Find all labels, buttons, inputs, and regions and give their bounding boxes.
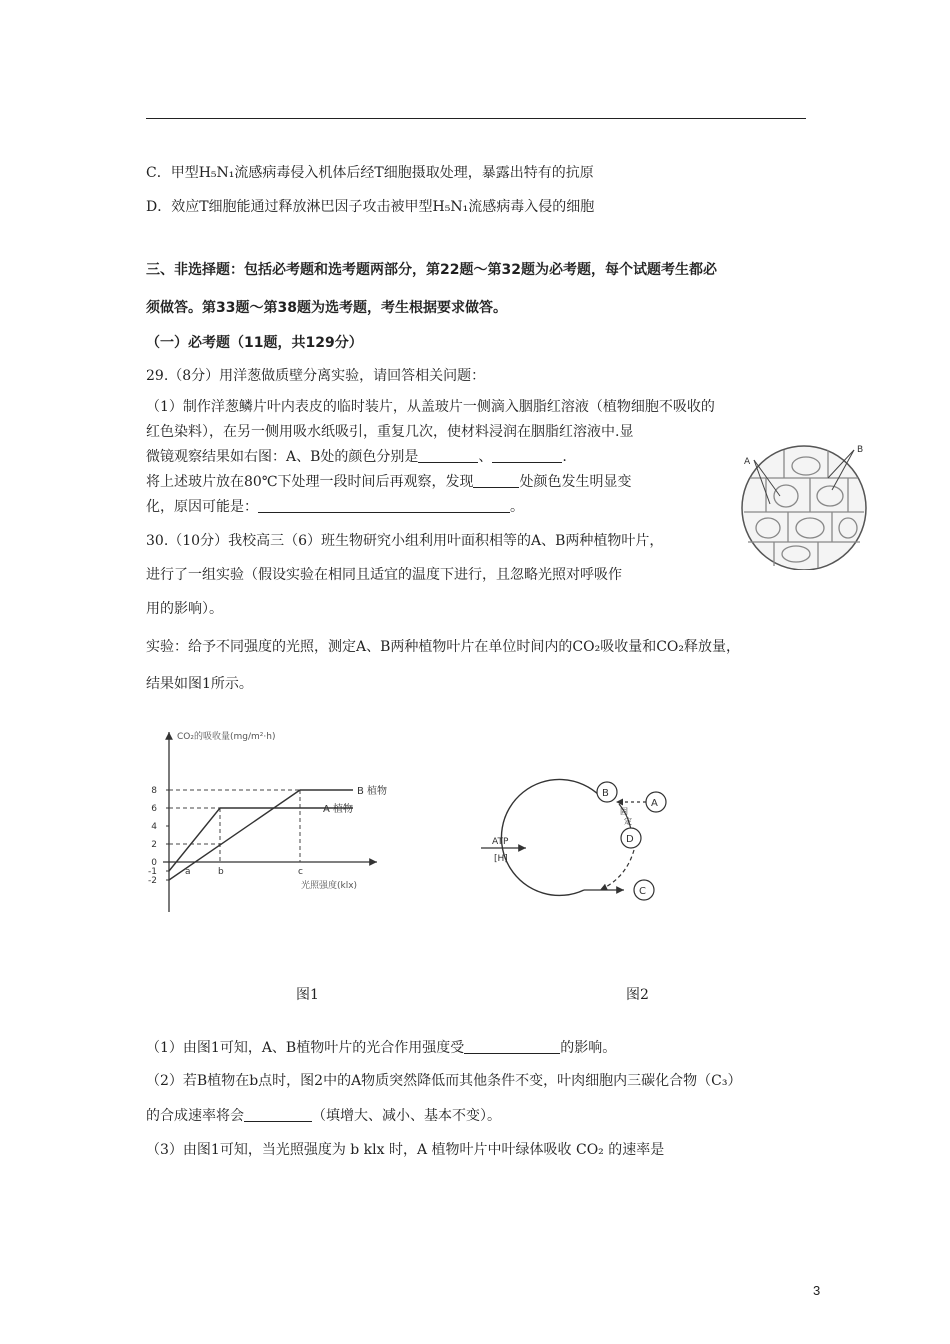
y-tick-label: 8	[151, 786, 157, 796]
option-d: D．效应T细胞能通过释放淋巴因子攻击被甲型H₅N₁流感病毒入侵的细胞	[146, 199, 595, 215]
node-a-label: A	[651, 798, 658, 809]
series-b-label: B 植物	[357, 786, 388, 797]
figure1-caption: 图1	[296, 987, 319, 1003]
q29-title: 29.（8分）用洋葱做质壁分离实验，请回答相关问题：	[146, 368, 486, 384]
q30-sub1: （1）由图1可知，A、B植物叶片的光合作用强度受 的影响。	[146, 1040, 617, 1056]
y-axis-label: CO₂的吸收量(mg/m²·h)	[177, 732, 276, 742]
q30-line1: 30.（10分）我校高三（6）班生物研究小组利用叶面积相等的A、B两种植物叶片，	[146, 533, 664, 549]
page-number: 3	[813, 1283, 821, 1298]
figure1-chart	[145, 722, 395, 917]
figure2-caption: 图2	[626, 987, 649, 1003]
q30-sub2-line1: （2）若B植物在b点时，图2中的A物质突然降低而其他条件不变，叶肉细胞内三碳化合物（C₃）	[146, 1073, 742, 1089]
x-tick-label: c	[298, 867, 303, 877]
y-tick-label: -2	[148, 876, 157, 886]
q29-line2: 红色染料），在另一侧用吸水纸吸引，重复几次，使材料浸润在胭脂红溶液中.显	[146, 424, 634, 440]
series-a-label: A 植物	[323, 804, 354, 815]
label-gu: 固	[620, 807, 628, 816]
q30-sub3: （3）由图1可知，当光照强度为 b klx 时，A 植物叶片中叶绿体吸收 CO₂ 的速率是	[146, 1142, 665, 1158]
y-tick-label: 6	[151, 804, 157, 814]
option-c: C．甲型H₅N₁流感病毒侵入机体后经T细胞摄取处理，暴露出特有的抗原	[146, 165, 594, 181]
label-h: [H]	[494, 854, 508, 864]
q29-line3: 微镜观察结果如右图：A、B处的颜色分别是 、 .	[146, 449, 567, 465]
y-tick-label: 2	[151, 840, 157, 850]
x-tick-label: b	[218, 867, 224, 877]
node-c-label: C	[639, 886, 646, 897]
section-heading-line2: 须做答。第33题～第38题为选考题，考生根据要求做答。	[146, 300, 507, 316]
cell-label-a: A	[744, 457, 751, 467]
header-rule	[146, 118, 806, 119]
label-ding: 定	[624, 817, 632, 826]
q30-line3: 用的影响）。	[146, 601, 223, 617]
q29-line4: 将上述玻片放在80℃下处理一段时间后再观察，发现 处颜色发生明显变	[146, 474, 632, 490]
x-axis-label: 光照强度(klx)	[301, 881, 358, 891]
q30-line4: 实验：给予不同强度的光照，测定A、B两种植物叶片在单位时间内的CO₂吸收量和CO₂释放量，	[146, 639, 740, 655]
y-tick-label: 4	[151, 822, 157, 832]
node-d-label: D	[626, 834, 634, 845]
cell-label-b: B	[857, 445, 864, 455]
q29-line5: 化，原因可能是： 。	[146, 499, 524, 515]
cycle-arc	[501, 779, 600, 895]
x-tick-label: a	[185, 867, 191, 877]
section-subheading: （一）必考题（11题，共129分）	[146, 335, 363, 351]
dashed-arrow-d-c	[600, 850, 634, 890]
q29-line1: （1）制作洋葱鳞片叶内表皮的临时装片，从盖玻片一侧滴入胭脂红溶液（植物细胞不吸收的	[146, 399, 715, 415]
y-tick-label: -1	[148, 867, 157, 877]
y-tick-label: 0	[151, 858, 157, 868]
label-atp: ATP	[492, 837, 509, 847]
figure2-diagram	[476, 770, 706, 920]
q30-line5: 结果如图1所示。	[146, 676, 253, 692]
section-heading-line1: 三、非选择题：包括必考题和选考题两部分，第22题～第32题为必考题，每个试题考生都必	[146, 262, 717, 278]
q30-sub2-line2: 的合成速率将会 （填增大、减小、基本不变）。	[146, 1108, 501, 1124]
cell-figure	[736, 436, 872, 570]
q30-line2: 进行了一组实验（假设实验在相同且适宜的温度下进行，且忽略光照对呼吸作	[146, 567, 622, 583]
node-b-label: B	[602, 788, 609, 799]
